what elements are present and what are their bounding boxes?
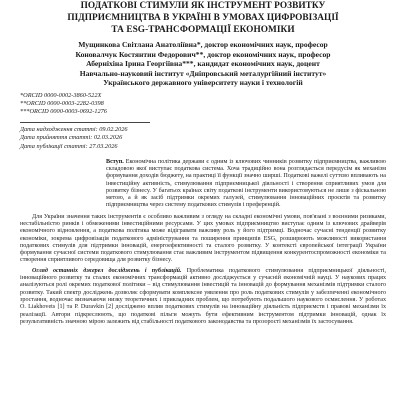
introduction-paragraph: [106, 159, 386, 210]
title-line: ПІДПРИЄМНИЦТВА В УКРАЇНІ В УМОВАХ ЦИФРОВІЗАЦІЇ: [67, 13, 339, 23]
literature-review-paragraph: [20, 268, 386, 326]
article-body: [20, 214, 386, 326]
literature-review-text: Проблематика податкового стимулювання підприємницької діяльності, інноваційного розвитку та сталих економічних трансформацій активно досліджується у сучасній економічній науці. У наукових працях аналізуються ролі окремих податкової політики – від стимулювання інвестицій та інновацій до формування механізмів підтримки сталого розвитку. Такий спектр досліджень дозволяє сформувати комплексне уявлення про роль податкових стимулів у забезпеченні економічного зростання, водночас визначаючи низку теоретичних і прикладних проблем, що потребують подальшого наукового осмислення. У роботах O. Liakhovets [1] та P. Duravkin [2] досліджено вплив податкових стимулів на інноваційну діяльність підприємств і правові механізми їх реалізації. Автори підкреслюють, що податкові пільги можуть бути ефективним інструментом підтримки інновацій, однак їх результативність значною мірою залежить від стабільності податкового законодавства та прозорості механізмів їх застосування.: [20, 267, 387, 325]
date-accepted: Дата прийняття статті: 02.03.2026: [20, 134, 123, 142]
introduction-text: Економічна політика держави є одним із ключових чинників розвитку підприємництва, важливою складовою якої виступає податкова система. Хоча традиційно вона розглядається передусім як механізм формування доходів бюджету, на практиці її функції значно ширші. Податкові важелі суттєво впливають на інвестиційну активність, стимулювання підприємницької діяльності і створення сприятливих умов для розвитку бізнесу. У багатьох країнах світу податкові інструменти використовуються не лише з фіскальною метою, а й як засіб підтримки окремих галузей, стимулювання інноваційних проєктів та розвитку підприємництва через систему податкових стимулів і преференцій.: [106, 158, 386, 209]
date-published: Дата публікації статті: 27.03.2026: [20, 142, 118, 150]
title-line: ТА ESG-ТРАНСФОРМАЦІЇ ЕКОНОМІКИ: [111, 25, 295, 35]
dates-divider: [20, 122, 150, 123]
body-paragraph: Для України значення таких інструментів є особливо важливим з огляду на складні економічні умови, пов'язані з воєнними ризиками, нестабільністю ринків і обмеженими інвестиційними ресурсами. У цих умовах підприємництво виступає одним із ключових драйверів економічного відновлення, а податкова політика може відігравати важливу роль у його підтримці. Водночас сучасні тенденції розвитку економіки, зокрема цифровізація податкового адміністрування та поширення принципів ESG, розширюють можливості використання податкових стимулів для підтримки інновацій, енергоефективності та сталого розвитку. У контексті європейської інтеграції України формування сучасної системи податкового стимулювання стає важливим інструментом підвищення конкурентоспроможності економіки та створення сприятливого середовища для розвитку бізнесу.: [20, 213, 386, 264]
date-received: Дата надходження статті: 09.02.2026: [20, 125, 128, 133]
literature-review-heading: Огляд останніх джерел досліджень і публікацій.: [32, 267, 182, 274]
article-title: [20, 0, 386, 36]
author-line: Аберніхіна Ірина Георгіївна***, кандидат економічних наук, доцент: [86, 59, 320, 68]
orcid-line: ***ORCID 0000-0003-0692-1276: [20, 107, 107, 115]
title-line: ПОДАТКОВІ СТИМУЛИ ЯК ІНСТРУМЕНТ РОЗВИТКУ: [80, 1, 326, 11]
orcid-block: [20, 92, 386, 116]
orcid-line: **ORCID 0000-0003-2282-0398: [20, 99, 104, 107]
orcid-line: *ORCID 0000-0002-3860-522X: [20, 91, 102, 99]
affiliation-line: Навчально-науковий інститут «Дніпровський металургійний інститут»: [79, 68, 327, 78]
author-block: [20, 40, 386, 88]
author-line: Мущинкова Світлана Анатоліївна*, доктор економічних наук, професор: [78, 40, 328, 49]
affiliation-line: Українського державного університету науки і технологій: [103, 78, 303, 87]
introduction-heading: Вступ.: [106, 158, 124, 165]
dates-block: [20, 122, 386, 152]
author-line: Коновалчук Костянтин Федорович**, доктор економічних наук, професор: [75, 49, 331, 59]
